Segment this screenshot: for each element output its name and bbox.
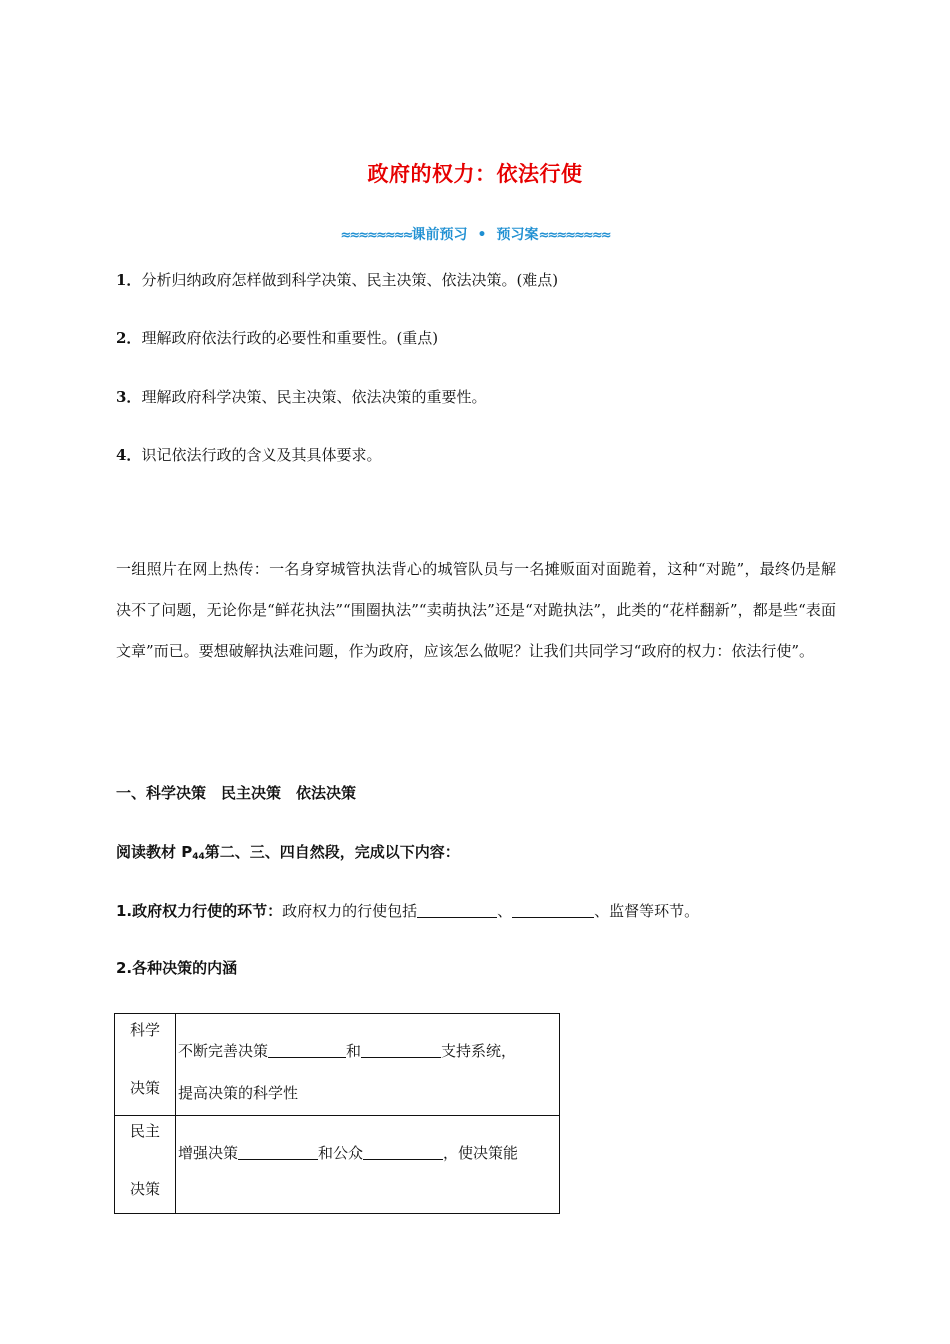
objective-item (116, 331, 438, 346)
objective-item (116, 448, 381, 463)
row-text-a: 不断完善决策 (178, 1042, 269, 1060)
objective-text: 理解政府依法行政的必要性和重要性。(重点) (141, 329, 439, 347)
objective-item (116, 390, 486, 405)
page-subscript: 44 (192, 852, 205, 862)
question-1 (116, 903, 699, 919)
row-text-b: ，使决策能 (443, 1144, 519, 1162)
reading-instruction (116, 845, 460, 862)
objective-number: 1． (116, 271, 142, 289)
question-1-separator: 、 (497, 902, 513, 920)
row-text-mid: 和 (346, 1042, 362, 1060)
answer-blank[interactable] (363, 1145, 443, 1160)
banner-left-text: 课前预习 (411, 227, 468, 243)
objective-number: 3． (116, 388, 142, 406)
question-1-text-a: 政府权力的行使包括 (282, 902, 418, 920)
section-heading: 一、科学决策 民主决策 依法决策 (116, 784, 357, 802)
row-label-top: 科学 (129, 1021, 160, 1039)
banner-right-waves: ≈≈≈≈≈≈≈≈ (538, 228, 610, 243)
row-label-bottom: 决策 (129, 1180, 160, 1198)
answer-blank[interactable] (238, 1145, 318, 1160)
question-1-label: 1.政府权力行使的环节： (116, 902, 283, 920)
objective-number: 2． (116, 329, 142, 347)
reading-post: 第二、三、四自然段，完成以下内容： (204, 843, 460, 861)
row-line-1 (178, 1043, 559, 1059)
row-text-a: 增强决策 (178, 1144, 239, 1162)
reading-pre: 阅读教材 P (116, 843, 193, 861)
row-content (176, 1014, 560, 1116)
answer-blank[interactable] (268, 1043, 346, 1058)
section-banner (0, 224, 950, 244)
row-label-top: 民主 (129, 1122, 160, 1140)
banner-left-waves: ≈≈≈≈≈≈≈≈ (340, 228, 412, 243)
question-1-text-b: 、监督等环节。 (594, 902, 700, 920)
banner-right-text: 预习案 (496, 227, 539, 243)
objective-text: 识记依法行政的含义及其具体要求。 (141, 446, 382, 464)
intro-paragraph: 一组照片在网上热传：一名身穿城管执法背心的城管队员与一名摊贩面对面跪着，这种“对跪”，最终仍是解决不了问题，无论你是“鲜花执法”“围圈执法”“卖萌执法”还是“对跪执法”，此类的“花样翻新”，都是些“表面文章”而已。要想破解执法难问题，作为政府，应该怎么做呢？让我们共同学习“政府的权力：依法行使”。 (116, 560, 836, 660)
answer-blank[interactable] (361, 1043, 441, 1058)
answer-blank[interactable] (512, 903, 594, 918)
banner-separator: • (477, 227, 487, 243)
decision-table (114, 1013, 560, 1214)
objective-text: 理解政府科学决策、民主决策、依法决策的重要性。 (141, 388, 487, 406)
row-text-mid: 和公众 (318, 1144, 364, 1162)
row-line-1 (178, 1145, 559, 1161)
answer-blank[interactable] (417, 903, 497, 918)
row-label-bottom: 决策 (129, 1079, 160, 1097)
row-label (115, 1116, 176, 1214)
row-line-2: 提高决策的科学性 (178, 1084, 299, 1102)
table-row (115, 1014, 560, 1116)
row-content (176, 1116, 560, 1214)
row-text-b: 支持系统， (441, 1042, 517, 1060)
document-title: 政府的权力：依法行使 (367, 162, 583, 186)
objective-number: 4． (116, 446, 142, 464)
objective-item (116, 273, 558, 288)
question-2-label: 2.各种决策的内涵 (116, 959, 238, 977)
row-label (115, 1014, 176, 1116)
table-row (115, 1116, 560, 1214)
objective-text: 分析归纳政府怎样做到科学决策、民主决策、依法决策。(难点) (141, 271, 559, 289)
